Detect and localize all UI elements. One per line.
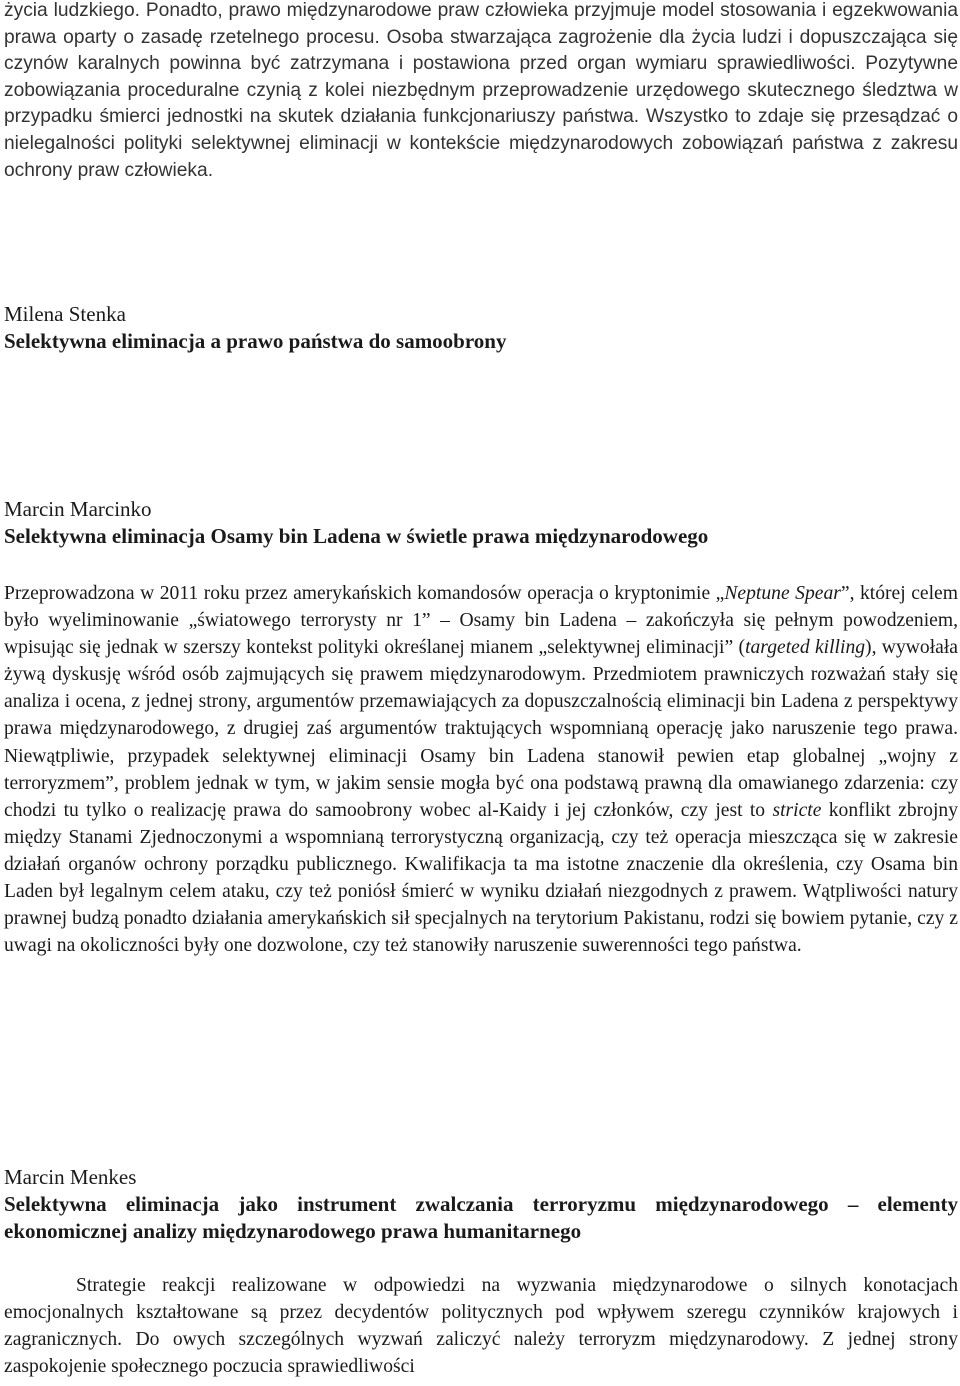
abstract-text: Przeprowadzona w 2011 roku przez amerykańskich komandosów operacja o kryptonimie „ xyxy=(4,583,725,604)
abstract-text: ), wywołała żywą dyskusję wśród osób zajmujących się prawem międzynarodowym. Przedmiotem prawniczych rozważań stały się analiza i ocena, z jednej strony, argumentów przemawiających za dopuszczalnością eliminacji bin Ladena z perspektywy prawa międzynarodowego, z drugiej zaś argumentów traktujących wspomnianą operację jako naruszenie tego prawa. Niewątpliwie, przypadek selektywnej eliminacji Osamy bin Ladena stanowił pewien etap globalnej „wojny z terroryzmem”, problem jednak w tym, w jakim sensie mogła być ona podstawą prawną dla omawianego zdarzenia: czy chodzi tu tylko o realizację prawa do samoobrony wobec al-Kaidy i jej członków, czy jest to xyxy=(4,637,958,821)
abstract-text: konflikt zbrojny między Stanami Zjednoczonymi a wspomnianą terrorystyczną organizacją, czy też operacja mieszcząca się w zakresie działań organów ochrony porządku publicznego. Kwalifikacja ta ma istotne znaczenie dla określenia, czy Osama bin Laden był legalnym celem ataku, czy też poniósł śmierć w wyniku działań niezgodnych z prawem. Wątpliwości natury prawnej budzą ponadto działania amerykańskich sił specjalnych na terytorium Pakistanu, rodzi się bowiem pytanie, czy z uwagi na okoliczności były one dozwolone, czy też stanowiły naruszenie suwerenności tego państwa. xyxy=(4,799,958,957)
abstract-text: ”, której celem było wyeliminowanie „światowego terrorysty nr 1” – Osamy bin Ladena – zakończyła się pełnym powodzeniem, wpisując się jednak w szerszy kontekst polityki określanej mianem „selektywnej eliminacji” ( xyxy=(4,583,958,659)
entry-stenka xyxy=(4,301,958,355)
intro-section xyxy=(4,0,958,184)
abstract-emphasis: stricte xyxy=(772,799,822,821)
abstract-emphasis: Neptune Spear xyxy=(724,583,841,604)
article-title: Selektywna eliminacja jako instrument zwalczania terroryzmu międzynarodowego – elementy ekonomicznej analizy międzynarodowego prawa humanitarnego xyxy=(4,1192,958,1243)
author-name: Marcin Marcinko xyxy=(4,497,152,521)
article-title: Selektywna eliminacja Osamy bin Ladena w świetle prawa międzynarodowego xyxy=(4,524,709,548)
entry-marcinko xyxy=(4,496,958,959)
author-name: Milena Stenka xyxy=(4,302,126,326)
abstract-emphasis: targeted killing xyxy=(745,637,866,659)
author-name: Marcin Menkes xyxy=(4,1165,137,1189)
intro-paragraph: życia ludzkiego. Ponadto, prawo międzynarodowe praw człowieka przyjmuje model stosowania i egzekwowania prawa oparty o zasadę rzetelnego procesu. Osoba stwarzająca zagrożenie dla życia ludzi i dopuszczająca się czynów karalnych powinna być zatrzymana i postawiona przed organ wymiaru sprawiedliwości. Pozytywne zobowiązania proceduralne czynią z kolei niezbędnym przeprowadzenie urzędowego skutecznego śledztwa w przypadku śmierci jednostki na skutek działania funkcjonariuszy państwa. Wszystko to zdaje się przesądzać o nielegalności polityki selektywnej eliminacji w kontekście międzynarodowych zobowiązań państwa z zakresu ochrony praw człowieka. xyxy=(4,0,958,181)
article-title: Selektywna eliminacja a prawo państwa do samoobrony xyxy=(4,329,507,353)
abstract-paragraph: Strategie reakcji realizowane w odpowiedzi na wyzwania międzynarodowe o silnych konotacjach emocjonalnych kształtowane są przez decydentów politycznych pod wpływem szeregu czynników krajowych i zagranicznych. Do owych szczególnych wyzwań zaliczyć należy terroryzm międzynarodowy. Z jednej strony zaspokojenie społecznego poczucia sprawiedliwości xyxy=(4,1275,958,1378)
entry-menkes xyxy=(4,1164,958,1380)
abstract-paragraph xyxy=(4,580,958,959)
